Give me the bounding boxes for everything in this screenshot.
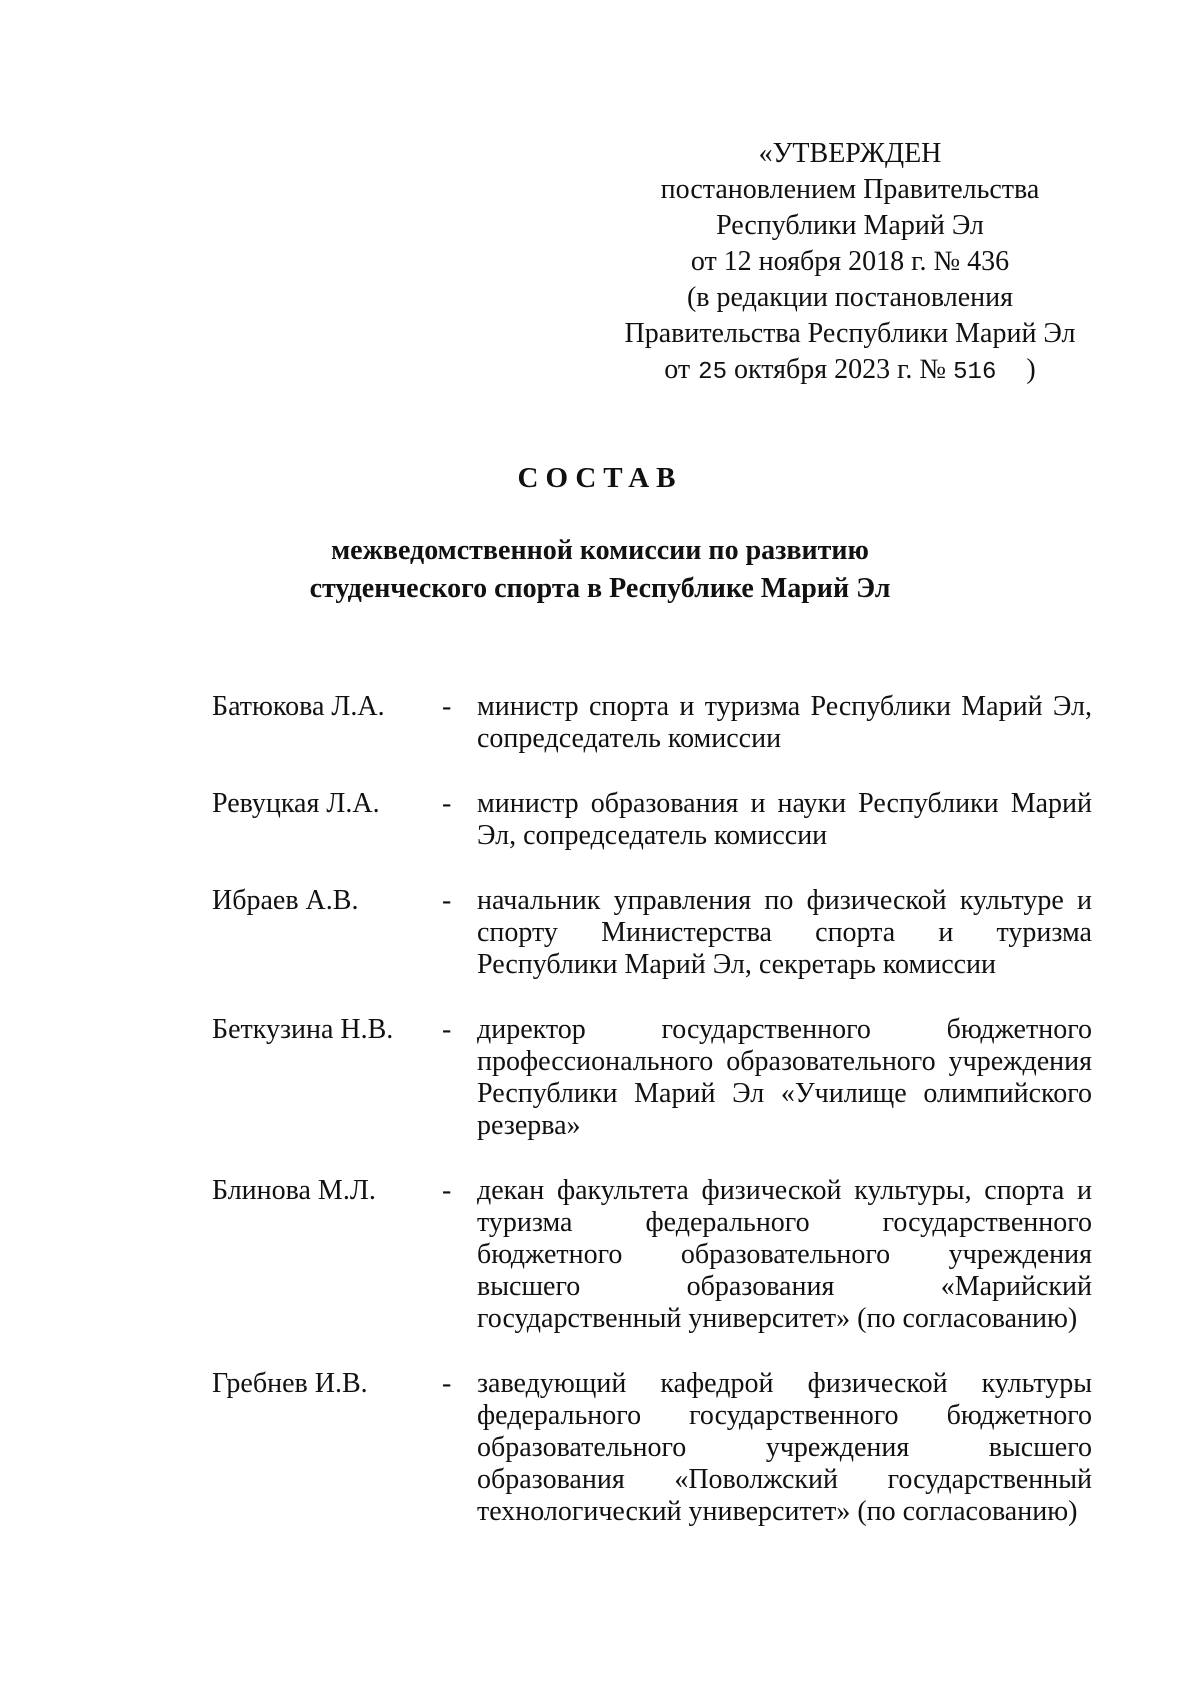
member-entry: [212, 788, 1092, 852]
member-role: министр спорта и туризма Республики Марий Эл, сопредседатель комиссии: [477, 691, 1092, 754]
approval-date-line: [620, 352, 1080, 391]
subtitle-line: межведомственной комиссии по развитию: [331, 535, 869, 566]
member-role: декан факультета физической культуры, спорта и туризма федерального государственного бюджетного образовательного учреждения высшего образования «Марийский государственный университет» (по согласованию): [477, 1175, 1092, 1334]
members-list: [212, 691, 1092, 1561]
approval-number: 516: [953, 359, 997, 386]
member-dash: -: [442, 1368, 452, 1399]
approval-date-suffix: ): [1026, 354, 1036, 385]
member-role: начальник управления по физической культуре и спорту Министерства спорта и туризма Республики Марий Эл, секретарь комиссии: [477, 885, 1092, 980]
member-name: Гребнев И.В.: [212, 1368, 368, 1399]
member-dash: -: [442, 1014, 452, 1045]
member-name: Ибраев А.В.: [212, 885, 359, 916]
approval-line: (в редакции постановления: [686, 282, 1014, 313]
document-subtitle: [0, 532, 1200, 608]
member-name: Беткузина Н.В.: [212, 1014, 394, 1045]
member-name: Ревуцкая Л.А.: [212, 788, 380, 819]
member-role: заведующий кафедрой физической культуры федерального государственного бюджетного образовательного учреждения высшего образования «Поволжский государственный технологический университет» (по согласованию): [477, 1368, 1092, 1527]
approval-line: Правительства Республики Марий Эл: [624, 318, 1076, 349]
member-entry: [212, 1368, 1092, 1528]
approval-line: от 12 ноября 2018 г. № 436: [690, 246, 1010, 277]
approval-date-day: 25: [698, 359, 727, 386]
member-role: министр образования и науки Республики Марий Эл, сопредседатель комиссии: [477, 788, 1092, 851]
member-name: Блинова М.Л.: [212, 1175, 376, 1206]
approval-date-prefix: от: [664, 354, 691, 385]
member-entry: [212, 1014, 1092, 1142]
approval-line: «УТВЕРЖДЕН: [758, 138, 942, 169]
member-dash: -: [442, 1175, 452, 1206]
member-dash: -: [442, 788, 452, 819]
member-entry: [212, 885, 1092, 981]
member-name: Батюкова Л.А.: [212, 691, 385, 722]
subtitle-line: студенческого спорта в Республике Марий Эл: [309, 573, 891, 604]
approval-date-middle: октября 2023 г. №: [733, 354, 947, 385]
approval-stamp: [620, 136, 1080, 391]
member-entry: [212, 691, 1092, 755]
approval-line: Республики Марий Эл: [716, 210, 984, 241]
member-dash: -: [442, 885, 452, 916]
member-entry: [212, 1175, 1092, 1335]
approval-line: постановлением Правительства: [660, 174, 1040, 205]
member-role: директор государственного бюджетного профессионального образовательного учреждения Республики Марий Эл «Училище олимпийского резерва»: [477, 1014, 1092, 1141]
document-title: СОСТАВ: [517, 462, 683, 494]
member-dash: -: [442, 691, 452, 722]
